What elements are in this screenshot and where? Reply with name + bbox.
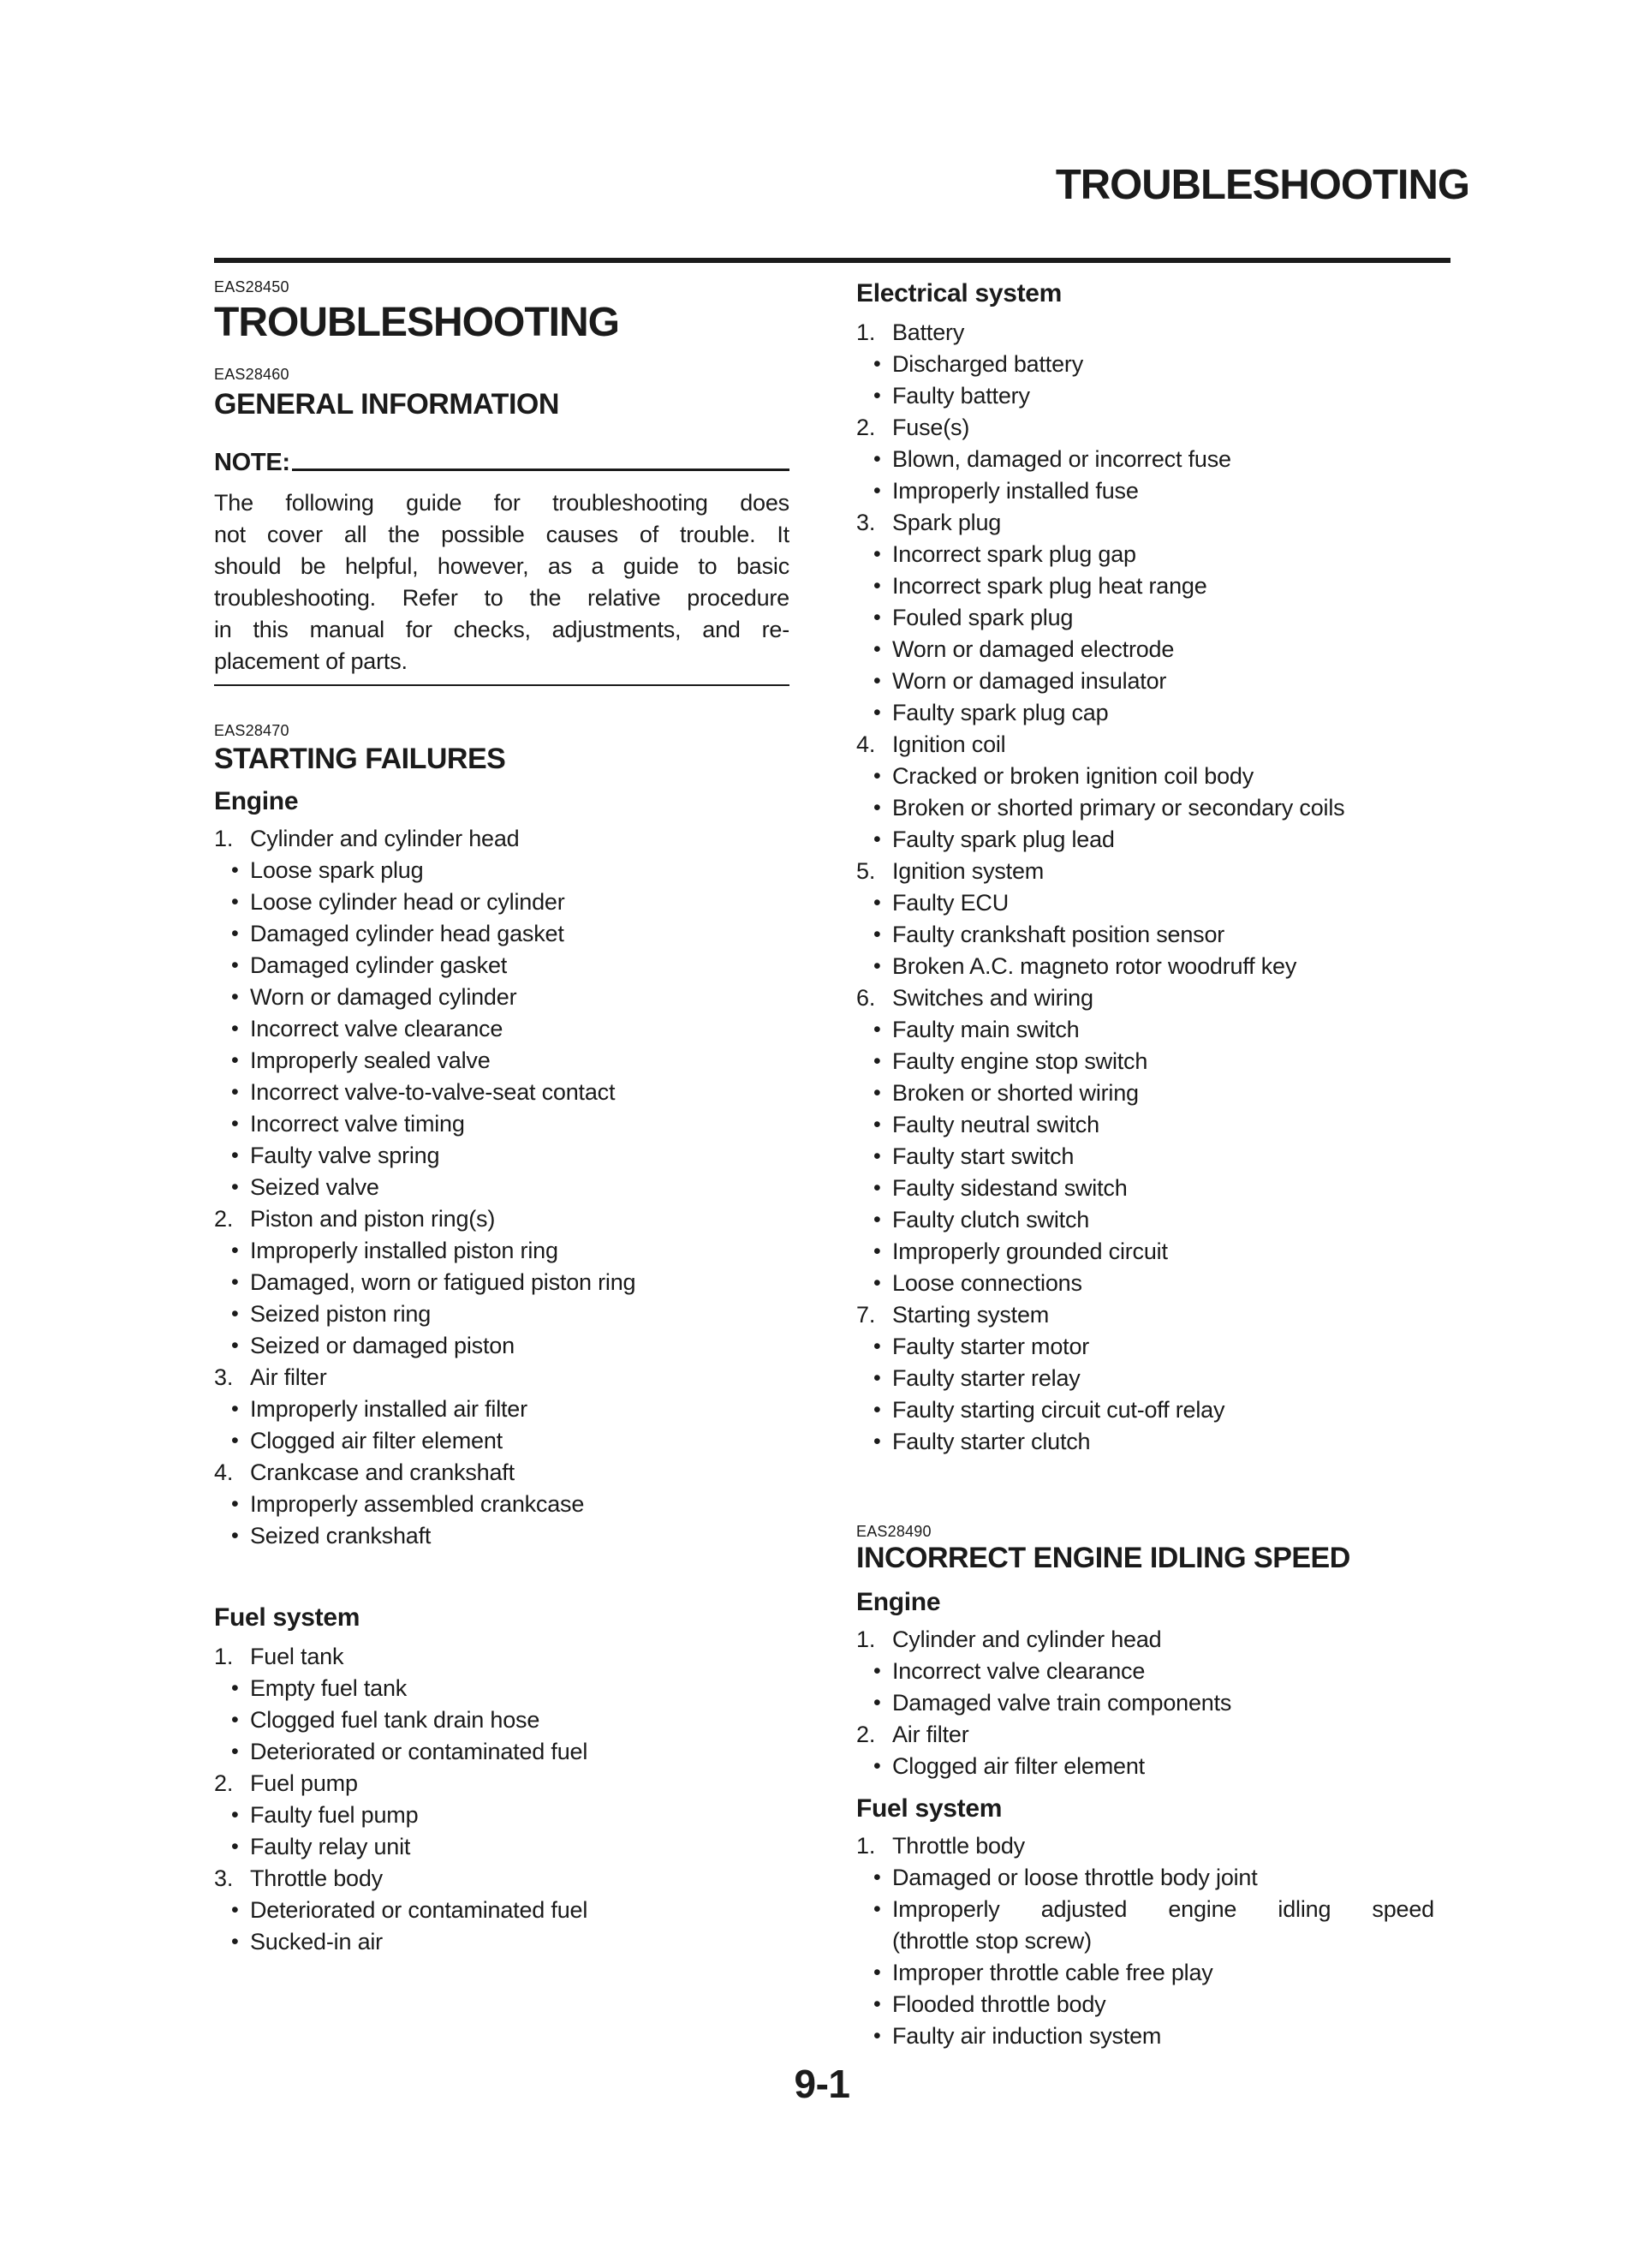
bullet-marker: • xyxy=(873,1754,881,1778)
list-item xyxy=(214,1172,789,1203)
list-item xyxy=(856,412,1434,444)
bullet-marker: • xyxy=(873,1018,881,1041)
number-marker: 2. xyxy=(856,415,876,440)
bullet-marker: • xyxy=(873,1992,881,2016)
bullet-marker: • xyxy=(231,1334,239,1358)
engine-cause-list xyxy=(214,823,789,1552)
list-item-text: Faulty sidestand switch xyxy=(892,1175,1128,1201)
page-number: 9-1 xyxy=(794,2062,850,2106)
list-item xyxy=(214,950,789,982)
bullet-marker: • xyxy=(231,1740,239,1764)
list-item-text: Deteriorated or contaminated fuel xyxy=(250,1739,588,1764)
list-item-text: Incorrect valve clearance xyxy=(892,1658,1146,1684)
note-header xyxy=(214,450,789,475)
list-item-text: Incorrect spark plug heat range xyxy=(892,573,1207,599)
list-item-text: Faulty start switch xyxy=(892,1143,1075,1169)
list-item-text: Faulty main switch xyxy=(892,1017,1080,1042)
list-item xyxy=(856,1268,1434,1299)
list-item xyxy=(856,1141,1434,1173)
list-item-text: Faulty starting circuit cut-off relay xyxy=(892,1397,1225,1423)
list-item-text: Fuel pump xyxy=(250,1770,358,1796)
engine-cause-list xyxy=(856,1624,1434,1782)
list-item xyxy=(856,1394,1434,1426)
number-marker: 5. xyxy=(856,858,876,884)
list-item xyxy=(856,1014,1434,1046)
bullet-marker: • xyxy=(873,764,881,788)
subheading-fuel-system: Fuel system xyxy=(856,1794,1003,1823)
section-heading-incorrect-engine-idling-speed: INCORRECT ENGINE IDLING SPEED xyxy=(856,1542,1350,1574)
bullet-marker: • xyxy=(231,1238,239,1262)
bullet-marker: • xyxy=(231,1803,239,1827)
bullet-marker: • xyxy=(873,1398,881,1422)
list-item xyxy=(214,1520,789,1552)
number-marker: 3. xyxy=(214,1364,234,1390)
list-item-text: Crankcase and crankshaft xyxy=(250,1459,515,1485)
number-marker: 2. xyxy=(214,1206,234,1232)
bullet-marker: • xyxy=(873,447,881,471)
number-marker: 1. xyxy=(856,1833,876,1859)
list-item-text: Incorrect valve timing xyxy=(250,1111,465,1137)
list-item-text: Damaged valve train components xyxy=(892,1690,1232,1716)
list-item-text: Clogged fuel tank drain hose xyxy=(250,1707,540,1733)
list-item xyxy=(214,1926,789,1958)
list-item xyxy=(214,1330,789,1362)
bullet-marker: • xyxy=(873,574,881,598)
note-end-rule xyxy=(214,684,789,686)
fuel-cause-list xyxy=(856,1830,1434,2052)
list-item-text: Broken or shorted wiring xyxy=(892,1080,1139,1106)
list-item-text: Starting system xyxy=(892,1302,1050,1328)
list-item-text: Air filter xyxy=(250,1364,327,1390)
list-item-text: Broken or shorted primary or secondary coils xyxy=(892,795,1345,821)
bullet-marker: • xyxy=(873,669,881,693)
list-item-text: Improperly assembled crankcase xyxy=(250,1491,585,1517)
list-item-text: Fuel tank xyxy=(250,1644,344,1669)
bullet-marker: • xyxy=(231,1930,239,1954)
list-item xyxy=(214,1362,789,1394)
bullet-marker: • xyxy=(873,1208,881,1232)
bullet-marker: • xyxy=(231,985,239,1009)
bullet-marker: • xyxy=(873,1429,881,1453)
bullet-marker: • xyxy=(231,1397,239,1421)
list-item xyxy=(856,1687,1434,1719)
left-column xyxy=(214,272,789,1958)
list-item xyxy=(856,697,1434,729)
number-marker: 1. xyxy=(214,826,234,851)
paragraph-line: placement of parts. xyxy=(214,648,408,674)
bullet-marker: • xyxy=(873,1049,881,1073)
number-marker: 2. xyxy=(214,1770,234,1796)
chapter-title: TROUBLESHOOTING xyxy=(214,300,619,345)
bullet-marker: • xyxy=(873,1659,881,1683)
list-item xyxy=(214,1235,789,1267)
list-item xyxy=(214,823,789,855)
list-item xyxy=(214,1013,789,1045)
list-item xyxy=(856,1719,1434,1751)
list-item-text: Faulty air induction system xyxy=(892,2023,1162,2049)
list-item xyxy=(856,1363,1434,1394)
number-marker: 6. xyxy=(856,985,876,1011)
list-item xyxy=(214,1140,789,1172)
bullet-marker: • xyxy=(873,606,881,630)
number-marker: 1. xyxy=(214,1644,234,1669)
bullet-marker: • xyxy=(873,1239,881,1263)
number-marker: 3. xyxy=(214,1865,234,1891)
list-item-text: Worn or damaged electrode xyxy=(892,636,1175,662)
list-item xyxy=(214,1736,789,1768)
number-marker: 4. xyxy=(214,1459,234,1485)
list-item-text: Seized piston ring xyxy=(250,1301,432,1327)
note-label: NOTE: xyxy=(214,449,290,476)
bullet-marker: • xyxy=(873,1144,881,1168)
list-item xyxy=(856,1046,1434,1077)
list-item-text: Damaged cylinder head gasket xyxy=(250,921,564,946)
list-item xyxy=(214,855,789,886)
list-item xyxy=(856,982,1434,1014)
bullet-marker: • xyxy=(231,1524,239,1548)
bullet-marker: • xyxy=(231,890,239,914)
list-item-text: Incorrect valve-to-valve-seat contact xyxy=(250,1079,616,1105)
bullet-marker: • xyxy=(873,1691,881,1715)
bullet-marker: • xyxy=(231,1112,239,1136)
list-item xyxy=(856,1894,1434,1957)
bullet-marker: • xyxy=(873,1366,881,1390)
bullet-marker: • xyxy=(873,1961,881,1984)
list-item-text: Flooded throttle body xyxy=(892,1991,1106,2017)
note-paragraph xyxy=(214,487,789,677)
list-item xyxy=(856,1862,1434,1894)
list-item-text: Faulty fuel pump xyxy=(250,1802,419,1828)
list-item xyxy=(214,1457,789,1489)
list-item xyxy=(856,1656,1434,1687)
list-item xyxy=(214,1641,789,1673)
list-item-text: Cylinder and cylinder head xyxy=(892,1626,1162,1652)
bullet-marker: • xyxy=(873,384,881,408)
list-item xyxy=(856,1989,1434,2020)
list-item-text: Fouled spark plug xyxy=(892,605,1074,630)
list-item-text: Seized crankshaft xyxy=(250,1523,432,1549)
bullet-marker: • xyxy=(231,953,239,977)
bullet-marker: • xyxy=(231,1429,239,1453)
number-marker: 1. xyxy=(856,319,876,345)
subheading-electrical-system: Electrical system xyxy=(856,279,1063,307)
list-item xyxy=(214,1394,789,1425)
list-item xyxy=(856,444,1434,475)
list-item xyxy=(856,887,1434,919)
bullet-marker: • xyxy=(231,1676,239,1700)
list-item xyxy=(856,1109,1434,1141)
list-item xyxy=(856,1173,1434,1204)
list-item-text: Improperly installed piston ring xyxy=(250,1238,558,1263)
list-item xyxy=(856,665,1434,697)
list-item-text: Faulty crankshaft position sensor xyxy=(892,922,1225,947)
list-item xyxy=(214,1045,789,1077)
list-item-text: Seized or damaged piston xyxy=(250,1333,515,1358)
subheading-engine: Engine xyxy=(856,1588,941,1616)
list-item-text: Faulty battery xyxy=(892,383,1030,409)
list-item xyxy=(214,1673,789,1704)
list-item xyxy=(856,507,1434,539)
paragraph-line: not cover all the possible causes of trouble. It xyxy=(214,522,789,547)
list-item xyxy=(214,1863,789,1895)
bullet-marker: • xyxy=(231,1302,239,1326)
bullet-marker: • xyxy=(873,1271,881,1295)
list-item xyxy=(856,1830,1434,1862)
list-item xyxy=(214,918,789,950)
list-item-text: Throttle body xyxy=(250,1865,383,1891)
bullet-marker: • xyxy=(231,1080,239,1104)
list-item-text: Damaged, worn or fatigued piston ring xyxy=(250,1269,636,1295)
number-marker: 4. xyxy=(856,731,876,757)
bullet-marker: • xyxy=(873,1334,881,1358)
list-item xyxy=(856,1624,1434,1656)
bullet-marker: • xyxy=(873,1176,881,1200)
list-item-text: Faulty neutral switch xyxy=(892,1112,1099,1137)
list-item xyxy=(214,1267,789,1298)
list-item xyxy=(856,317,1434,349)
eas-code: EAS28450 xyxy=(214,278,289,295)
bullet-marker: • xyxy=(873,891,881,915)
number-marker: 7. xyxy=(856,1302,876,1328)
list-item xyxy=(856,2020,1434,2052)
list-item-text: Faulty starter relay xyxy=(892,1365,1081,1391)
list-item-text: Discharged battery xyxy=(892,351,1084,377)
list-item xyxy=(856,539,1434,570)
bullet-marker: • xyxy=(873,1897,881,1921)
list-item xyxy=(214,1768,789,1799)
electrical-cause-list xyxy=(856,317,1434,1458)
list-item-text: Faulty relay unit xyxy=(250,1834,411,1859)
list-item-text: Worn or damaged cylinder xyxy=(250,984,517,1010)
list-item-text: Faulty clutch switch xyxy=(892,1207,1090,1232)
list-item xyxy=(856,570,1434,602)
page-header-title: TROUBLESHOOTING xyxy=(1055,162,1469,208)
list-item xyxy=(214,1831,789,1863)
paragraph-line: in this manual for checks, adjustments, and re- xyxy=(214,617,789,642)
list-item-text: Empty fuel tank xyxy=(250,1675,408,1701)
list-item-text: Damaged cylinder gasket xyxy=(250,952,508,978)
list-item xyxy=(856,951,1434,982)
list-item-text: Incorrect spark plug gap xyxy=(892,541,1136,567)
list-item xyxy=(856,856,1434,887)
list-item xyxy=(214,1799,789,1831)
list-item xyxy=(856,1077,1434,1109)
list-item-text: Faulty ECU xyxy=(892,890,1010,916)
list-item xyxy=(856,634,1434,665)
list-item-text: Improperly installed air filter xyxy=(250,1396,527,1422)
list-item xyxy=(856,1204,1434,1236)
list-item-text: Broken A.C. magneto rotor woodruff key xyxy=(892,953,1297,979)
list-item-text: Throttle body xyxy=(892,1833,1025,1859)
list-item-text: Clogged air filter element xyxy=(892,1753,1145,1779)
list-item xyxy=(856,1751,1434,1782)
bullet-marker: • xyxy=(873,2024,881,2048)
bullet-marker: • xyxy=(873,352,881,376)
list-item-text: Improperly adjusted engine idling speed (throttle stop screw) xyxy=(892,1896,1434,1954)
list-item-text: Sucked-in air xyxy=(250,1929,383,1955)
list-item-text: Improperly grounded circuit xyxy=(892,1238,1168,1264)
list-item xyxy=(856,1426,1434,1458)
note-underline xyxy=(292,469,789,471)
list-item xyxy=(856,761,1434,792)
section-heading-general-information: GENERAL INFORMATION xyxy=(214,388,559,421)
list-item xyxy=(214,1704,789,1736)
number-marker: 2. xyxy=(856,1722,876,1747)
list-item-text: Incorrect valve clearance xyxy=(250,1016,503,1041)
list-item xyxy=(214,1895,789,1926)
list-item-text: Clogged air filter element xyxy=(250,1428,503,1453)
list-item-text: Loose connections xyxy=(892,1270,1082,1296)
bullet-marker: • xyxy=(231,1708,239,1732)
bullet-marker: • xyxy=(231,858,239,882)
number-marker: 1. xyxy=(856,1626,876,1652)
bullet-marker: • xyxy=(873,1865,881,1889)
list-item-text: Ignition coil xyxy=(892,731,1006,757)
list-item-text: Deteriorated or contaminated fuel xyxy=(250,1897,588,1923)
list-item xyxy=(856,1957,1434,1989)
number-marker: 3. xyxy=(856,510,876,535)
subheading-fuel-system: Fuel system xyxy=(214,1603,360,1632)
eas-code: EAS28460 xyxy=(214,366,289,383)
list-item xyxy=(856,602,1434,634)
bullet-marker: • xyxy=(873,479,881,503)
bullet-marker: • xyxy=(231,922,239,946)
list-item-text: Worn or damaged insulator xyxy=(892,668,1167,694)
bullet-marker: • xyxy=(873,1081,881,1105)
list-item xyxy=(214,1077,789,1108)
list-item xyxy=(214,1489,789,1520)
bullet-marker: • xyxy=(231,1048,239,1072)
list-item-text: Ignition system xyxy=(892,858,1045,884)
list-item xyxy=(214,1108,789,1140)
list-item-text: Fuse(s) xyxy=(892,415,970,440)
list-item xyxy=(214,1298,789,1330)
bullet-marker: • xyxy=(231,1143,239,1167)
list-item xyxy=(214,982,789,1013)
list-item xyxy=(856,349,1434,380)
list-item-text: Improperly sealed valve xyxy=(250,1047,491,1073)
paragraph-line: The following guide for troubleshooting does xyxy=(214,490,789,516)
list-item xyxy=(856,380,1434,412)
list-item xyxy=(856,475,1434,507)
bullet-marker: • xyxy=(231,1898,239,1922)
list-item-text: Cracked or broken ignition coil body xyxy=(892,763,1254,789)
list-item-text: Piston and piston ring(s) xyxy=(250,1206,496,1232)
bullet-marker: • xyxy=(231,1492,239,1516)
list-item-text: Spark plug xyxy=(892,510,1002,535)
list-item xyxy=(214,1203,789,1235)
right-column xyxy=(856,272,1434,2052)
bullet-marker: • xyxy=(873,796,881,820)
section-heading-starting-failures: STARTING FAILURES xyxy=(214,743,506,775)
list-item-text: Loose spark plug xyxy=(250,857,424,883)
fuel-cause-list xyxy=(214,1641,789,1958)
bullet-marker: • xyxy=(231,1017,239,1041)
list-item-text: Blown, damaged or incorrect fuse xyxy=(892,446,1231,472)
bullet-marker: • xyxy=(873,954,881,978)
bullet-marker: • xyxy=(231,1835,239,1859)
list-item xyxy=(856,729,1434,761)
bullet-marker: • xyxy=(873,1113,881,1137)
list-item-text: Air filter xyxy=(892,1722,969,1747)
bullet-marker: • xyxy=(873,827,881,851)
list-item-text: Improperly installed fuse xyxy=(892,478,1139,504)
list-item-text: Faulty starter clutch xyxy=(892,1429,1091,1454)
eas-code: EAS28490 xyxy=(856,1523,932,1540)
list-item-text: Switches and wiring xyxy=(892,985,1093,1011)
list-item xyxy=(214,1425,789,1457)
list-item-text: Loose cylinder head or cylinder xyxy=(250,889,565,915)
list-item xyxy=(856,919,1434,951)
list-item xyxy=(856,1236,1434,1268)
list-item-text: Faulty starter motor xyxy=(892,1334,1090,1359)
header-rule xyxy=(214,258,1450,263)
list-item-text: Seized valve xyxy=(250,1174,379,1200)
subheading-engine: Engine xyxy=(214,787,299,815)
bullet-marker: • xyxy=(231,1175,239,1199)
paragraph-line: should be helpful, however, as a guide to basic xyxy=(214,553,789,579)
list-item xyxy=(856,824,1434,856)
bullet-marker: • xyxy=(873,637,881,661)
list-item xyxy=(856,792,1434,824)
paragraph-line: troubleshooting. Refer to the relative procedure xyxy=(214,585,789,611)
bullet-marker: • xyxy=(231,1270,239,1294)
bullet-marker: • xyxy=(873,922,881,946)
bullet-marker: • xyxy=(873,542,881,566)
list-item-text: Faulty valve spring xyxy=(250,1143,440,1168)
list-item-text: Damaged or loose throttle body joint xyxy=(892,1865,1258,1890)
list-item xyxy=(214,886,789,918)
list-item-text: Cylinder and cylinder head xyxy=(250,826,520,851)
list-item-text: Improper throttle cable free play xyxy=(892,1960,1213,1985)
list-item xyxy=(856,1299,1434,1331)
list-item-text: Faulty engine stop switch xyxy=(892,1048,1148,1074)
bullet-marker: • xyxy=(873,701,881,725)
list-item-text: Faulty spark plug cap xyxy=(892,700,1109,725)
eas-code: EAS28470 xyxy=(214,722,289,739)
list-item-text: Battery xyxy=(892,319,965,345)
list-item xyxy=(856,1331,1434,1363)
list-item-text: Faulty spark plug lead xyxy=(892,827,1115,852)
